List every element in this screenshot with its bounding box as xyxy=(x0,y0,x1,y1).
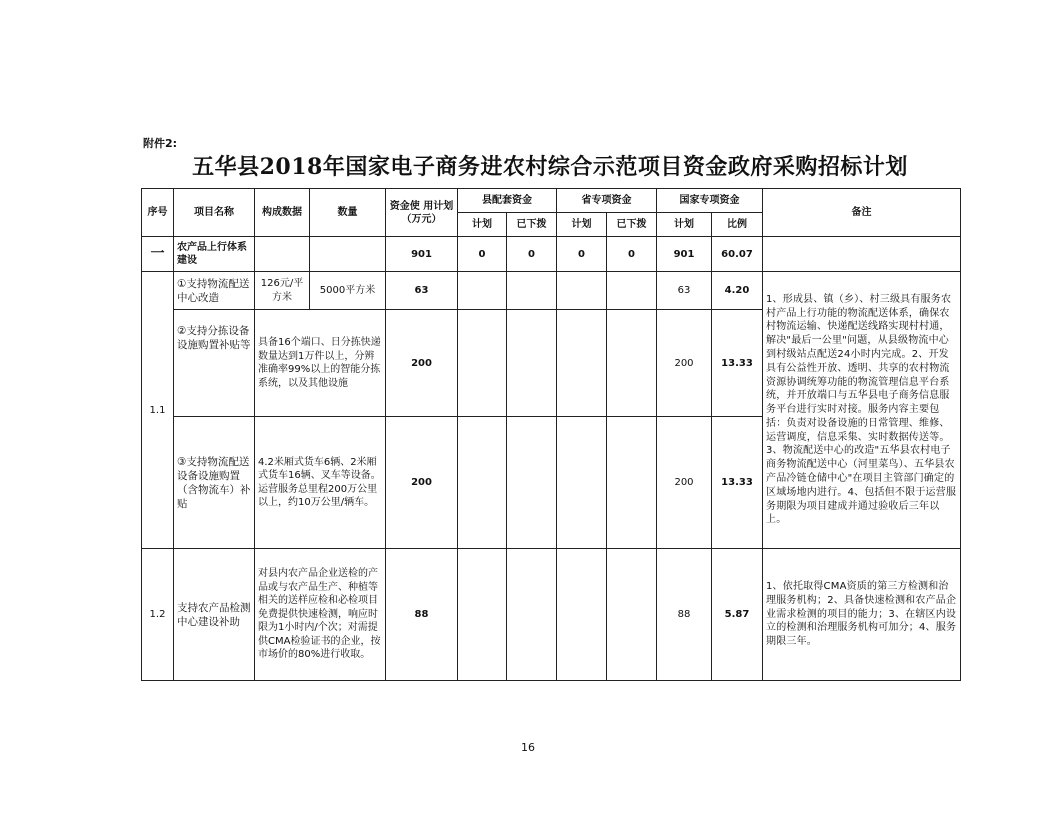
header-province: 省专项资金 xyxy=(557,189,657,213)
item-county-plan xyxy=(458,272,507,310)
item-national-plan: 200 xyxy=(657,417,712,549)
section-seq: 一 xyxy=(142,237,174,272)
section-remark xyxy=(763,237,961,272)
item-funds: 200 xyxy=(386,310,458,417)
section-national-plan: 901 xyxy=(657,237,712,272)
section-funds: 901 xyxy=(386,237,458,272)
procurement-table xyxy=(141,188,961,681)
group1-remark: 1、形成县、镇（乡）、村三级具有服务农村产品上行功能的物流配送体系，确保农村物流运输、快递配送线路实现村村通，解决"最后一公里"问题，从县级物流中心到村级站点配送24小时内完成。2、开发具有公益性开放、透明、共享的农村物流资源协调统筹功能的物流管理信息平台系统，并开放端口与五华县电子商务信息服务平台进行实时对接。服务内容主要包括：负责对设备设施的日常管理、维修、运营调度，信息采集、实时数据传送等。3、物流配送中心的改造"五华县农村电子商务物流配送中心（河里菜鸟）、五华县农产品冷链仓储中心"在项目主管部门确定的区域场地内进行。4、包括但不限于运营服务期限为项目建成并通过验收后三年以上。 xyxy=(763,272,961,549)
item-ratio: 5.87 xyxy=(712,549,763,681)
item-province-plan xyxy=(557,272,607,310)
item-composition: 126元/平方米 xyxy=(255,272,310,310)
section-composition xyxy=(255,237,310,272)
page-title: 五华县2018年国家电子商务进农村综合示范项目资金政府采购招标计划 xyxy=(192,154,908,180)
section-county-issued: 0 xyxy=(507,237,557,272)
item-national-plan: 200 xyxy=(657,310,712,417)
item-funds: 200 xyxy=(386,417,458,549)
section-quantity xyxy=(310,237,386,272)
group2-seq: 1.2 xyxy=(142,549,174,681)
section-name: 农产品上行体系建设 xyxy=(174,237,255,272)
header-county-plan: 计划 xyxy=(458,213,507,237)
item-county-issued xyxy=(507,310,557,417)
item-province-issued xyxy=(607,272,657,310)
header-quantity: 数量 xyxy=(310,189,386,237)
item-county-issued xyxy=(507,417,557,549)
item-name: ③支持物流配送设备设施购置（含物流车）补贴 xyxy=(174,417,255,549)
item-funds: 63 xyxy=(386,272,458,310)
item-composition: 对县内农产品企业送检的产品或与农产品生产、种植等相关的送样应检和必检项目免费提供快速检测，响应时限为1小时内/个次；对需提供CMA检验证书的企业，按市场价的80%进行收取。 xyxy=(255,549,386,681)
section-province-plan: 0 xyxy=(557,237,607,272)
item-ratio: 13.33 xyxy=(712,310,763,417)
section-county-plan: 0 xyxy=(458,237,507,272)
header-province-plan: 计划 xyxy=(557,213,607,237)
section-row xyxy=(142,237,961,272)
item-county-plan xyxy=(458,310,507,417)
header-national: 国家专项资金 xyxy=(657,189,763,213)
header-project: 项目名称 xyxy=(174,189,255,237)
attachment-label: 附件2: xyxy=(143,137,178,150)
header-province-issued: 已下拨 xyxy=(607,213,657,237)
item-quantity: 5000平方米 xyxy=(310,272,386,310)
item-national-plan: 88 xyxy=(657,549,712,681)
header-ratio: 比例 xyxy=(712,213,763,237)
item-county-plan xyxy=(458,417,507,549)
item-county-issued xyxy=(507,549,557,681)
item-funds: 88 xyxy=(386,549,458,681)
item-name: 支持农产品检测中心建设补助 xyxy=(174,549,255,681)
item-national-plan: 63 xyxy=(657,272,712,310)
item-province-issued xyxy=(607,549,657,681)
header-national-plan: 计划 xyxy=(657,213,712,237)
item-name: ①支持物流配送中心改造 xyxy=(174,272,255,310)
group2-remark: 1、依托取得CMA资质的第三方检测和治理服务机构；2、具备快速检测和农产品企业需求检测的项目的能力；3、在辖区内设立的检测和治理服务机构可加分；4、服务期限三年。 xyxy=(763,549,961,681)
item-name: ②支持分拣设备设施购置补贴等 xyxy=(174,310,255,417)
item-province-issued xyxy=(607,417,657,549)
item-county-issued xyxy=(507,272,557,310)
item-province-issued xyxy=(607,310,657,417)
item-composition: 4.2米厢式货车6辆、2米厢式货车16辆、叉车等设备。运营服务总里程200万公里以上，约10万公里/辆车。 xyxy=(255,417,386,549)
header-funds: 资金使 用计划（万元） xyxy=(386,189,458,237)
header-remarks: 备注 xyxy=(763,189,961,237)
section-ratio: 60.07 xyxy=(712,237,763,272)
page-number: 16 xyxy=(521,741,535,754)
table-row xyxy=(142,272,961,310)
section-province-issued: 0 xyxy=(607,237,657,272)
item-composition: 具备16个端口、日分拣快递数量达到1万件以上，分辨准确率99%以上的智能分拣系统，以及其他设施 xyxy=(255,310,386,417)
table-row xyxy=(142,549,961,681)
item-county-plan xyxy=(458,549,507,681)
item-province-plan xyxy=(557,417,607,549)
header-composition: 构成数据 xyxy=(255,189,310,237)
header-seq: 序号 xyxy=(142,189,174,237)
item-ratio: 13.33 xyxy=(712,417,763,549)
header-county: 县配套资金 xyxy=(458,189,557,213)
item-province-plan xyxy=(557,310,607,417)
item-province-plan xyxy=(557,549,607,681)
group1-seq: 1.1 xyxy=(142,272,174,549)
item-ratio: 4.20 xyxy=(712,272,763,310)
header-county-issued: 已下拨 xyxy=(507,213,557,237)
